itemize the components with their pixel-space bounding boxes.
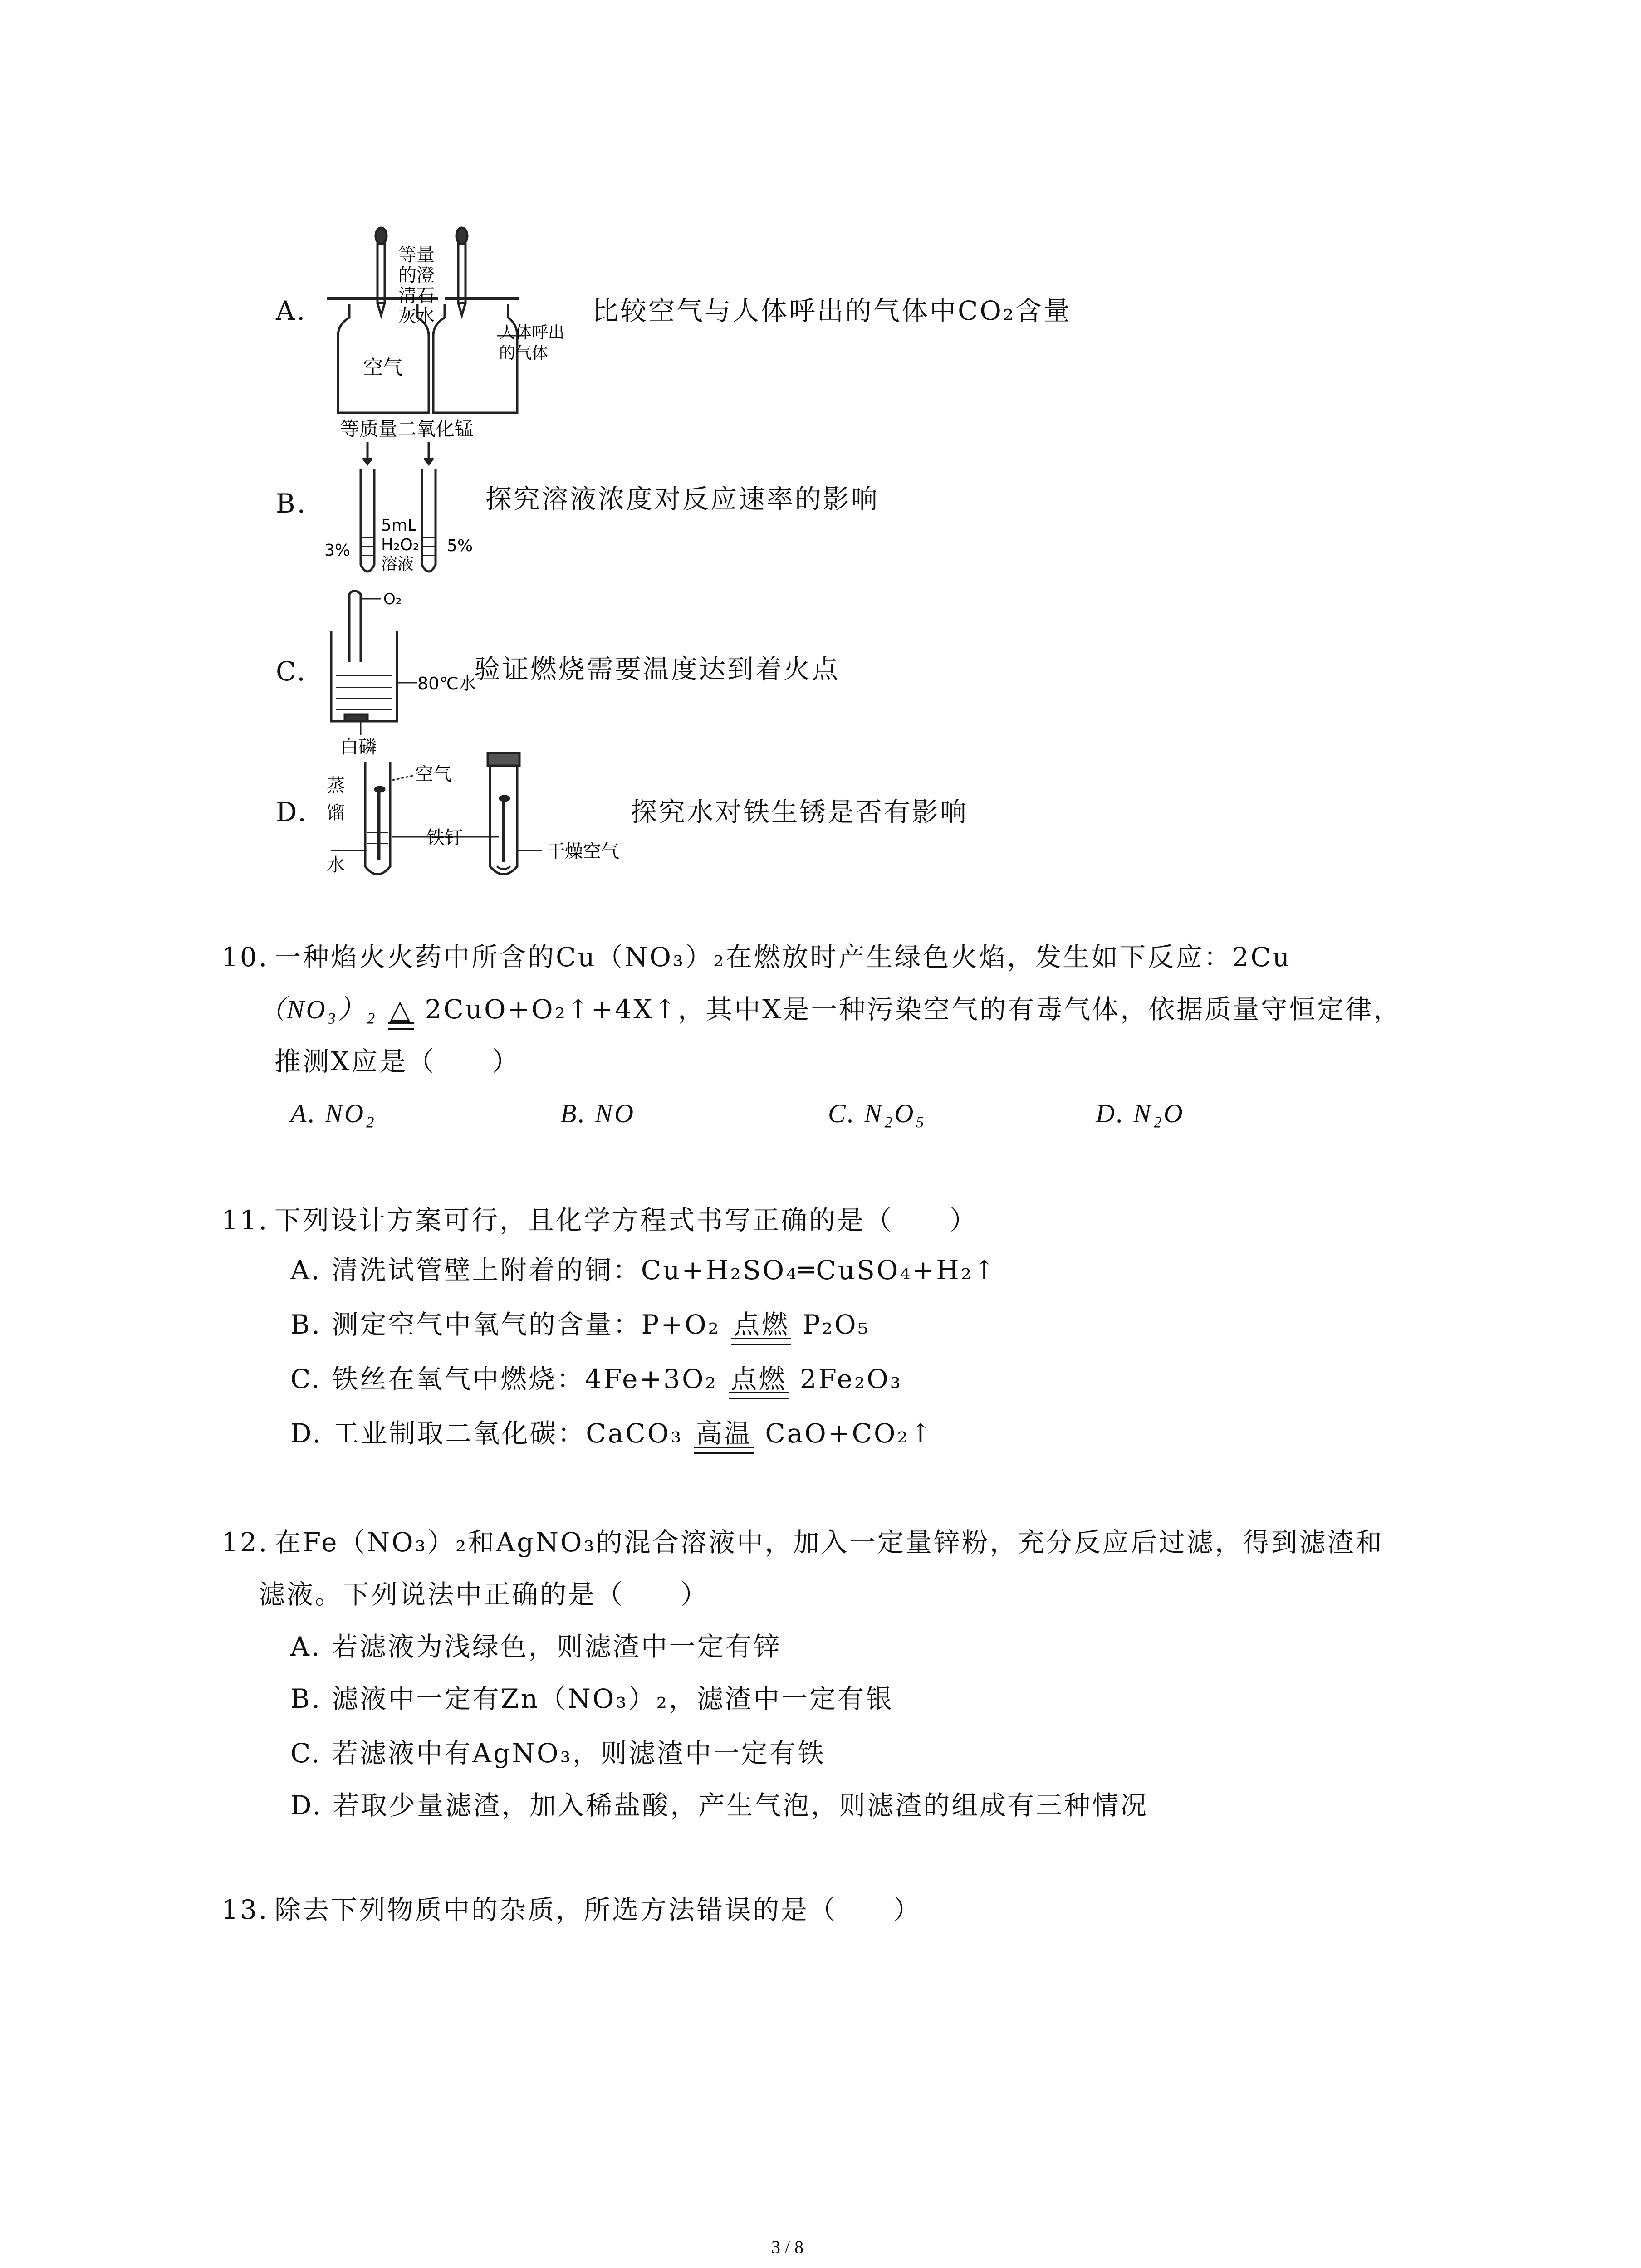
q12-number: 12. [221,1527,269,1558]
high-temp-label: 高温 [696,1418,752,1449]
q11-option-a[interactable]: A. 清洗试管壁上附着的铜：Cu+H₂SO₄═CuSO₄+H₂↑ [290,1255,997,1286]
q9-option-a-desc: 比较空气与人体呼出的气体中CO₂含量 [592,295,1072,326]
q10-option-b[interactable]: B. NO [560,1099,635,1128]
q10-option-c[interactable]: C. N₂O₅ [828,1099,926,1128]
q10-reactant: （NO₃）₂ [259,995,377,1024]
q13-number: 13. [221,1894,269,1925]
q11-b-left: B. 测定空气中氧气的含量：P+O₂ [290,1309,720,1340]
fig-d-dry: 干燥空气 [547,841,619,862]
double-line [731,1338,791,1345]
q10-line1: 一种焰火火药中所含的Cu（NO₃）₂在燃放时产生绿色火焰，发生如下反应：2Cu [274,942,1292,973]
fig-d-w2: 馏 [327,802,345,823]
fig-c-water: 80℃水 [417,674,476,694]
fig-a-breath1: 人体呼出 [499,323,565,342]
q13-stem: 除去下列物质中的杂质，所选方法错误的是（ ） [274,1894,922,1925]
fig-a-breath2: 的气体 [499,344,549,362]
fig-b-h2o2: H₂O₂ [381,536,420,554]
q11-option-c[interactable] [290,1363,902,1395]
q11-c-left: C. 铁丝在氧气中燃烧：4Fe+3O₂ [290,1364,718,1394]
q12-line2: 滤液。下列说法中正确的是（ ） [259,1579,709,1610]
q9-option-b-desc: 探究溶液浓度对反应速率的影响 [485,484,880,514]
double-line [388,1022,414,1030]
q12-option-d[interactable]: D. 若取少量滤渣，加入稀盐酸，产生气泡，则滤渣的组成有三种情况 [290,1790,1149,1821]
q10-line2 [259,993,1401,1026]
fig-c-o2: O₂ [383,590,402,608]
fig-d-w1: 蒸 [327,775,345,796]
q11-option-d[interactable] [290,1418,933,1449]
q9-option-c-label: C. [276,656,307,687]
q9-option-c-desc: 验证燃烧需要温度达到着火点 [474,654,840,684]
fig-c-phos: 白磷 [340,737,377,758]
double-line [729,1392,789,1399]
q11-c-right: 2Fe₂O₃ [799,1364,903,1394]
fig-a-text1: 等量 [398,244,435,265]
q11-number: 11. [221,1205,269,1236]
q12-option-b[interactable]: B. 滤液中一定有Zn（NO₃）₂，滤渣中一定有银 [290,1683,894,1714]
q11-d-left: D. 工业制取二氧化碳：CaCO₃ [290,1418,683,1449]
fig-d-nail: 铁钉 [426,827,463,848]
q10-option-a[interactable]: A. NO₂ [290,1099,377,1128]
q11-d-right: CaO+CO₂↑ [765,1418,934,1449]
q10-products: 2CuO+O₂↑+4X↑，其中X是一种污染空气的有毒气体，依据质量守恒定律， [425,994,1402,1025]
q9-option-c-figure [318,585,490,758]
double-line [694,1447,754,1454]
ignite-label: 点燃 [730,1364,787,1394]
q9-option-b-figure [318,415,490,587]
fig-a-air: 空气 [363,356,403,379]
fig-b-ml: 5mL [381,516,417,535]
q11-d-condition [696,1418,752,1449]
ignite-label: 点燃 [733,1309,790,1340]
fig-b-top: 等质量二氧化锰 [340,418,474,440]
fig-a-text3: 清石 [398,285,435,306]
q9-option-d-label: D. [276,797,308,827]
q11-c-condition [730,1363,787,1395]
q9-option-b-label: B. [276,488,308,519]
q10-condition [390,993,412,1025]
q9-option-a-label: A. [276,295,307,326]
q11-stem: 下列设计方案可行，且化学方程式书写正确的是（ ） [274,1205,978,1236]
q12-line1: 在Fe（NO₃）₂和AgNO₃的混合溶液中，加入一定量锌粉，充分反应后过滤，得到滤渣和 [274,1527,1384,1558]
fig-d-air: 空气 [415,764,451,785]
q11-option-b[interactable] [290,1309,870,1340]
q11-b-right: P₂O₅ [802,1309,870,1340]
q10-line3: 推测X应是（ ） [274,1046,520,1077]
fig-b-p3: 3% [324,541,351,560]
q12-option-c[interactable]: C. 若滤液中有AgNO₃，则滤渣中一定有铁 [290,1738,826,1769]
fig-a-text2: 的澄 [398,265,435,286]
q9-option-d-figure [318,753,635,889]
fig-b-sol: 溶液 [381,555,414,573]
heat-symbol: △ [390,994,412,1025]
fig-b-p5: 5% [447,537,473,555]
q10-option-d[interactable]: D. N₂O [1096,1099,1185,1128]
q11-b-condition [733,1309,789,1340]
page-number: 3 / 8 [771,2237,804,2257]
q9-option-d-desc: 探究水对铁生锈是否有影响 [631,797,969,827]
q12-option-a[interactable]: A. 若滤液为浅绿色，则滤渣中一定有锌 [290,1631,782,1662]
fig-d-w3: 水 [327,855,345,875]
q10-number: 10. [221,942,269,973]
fig-a-text4: 灰水 [398,306,435,327]
